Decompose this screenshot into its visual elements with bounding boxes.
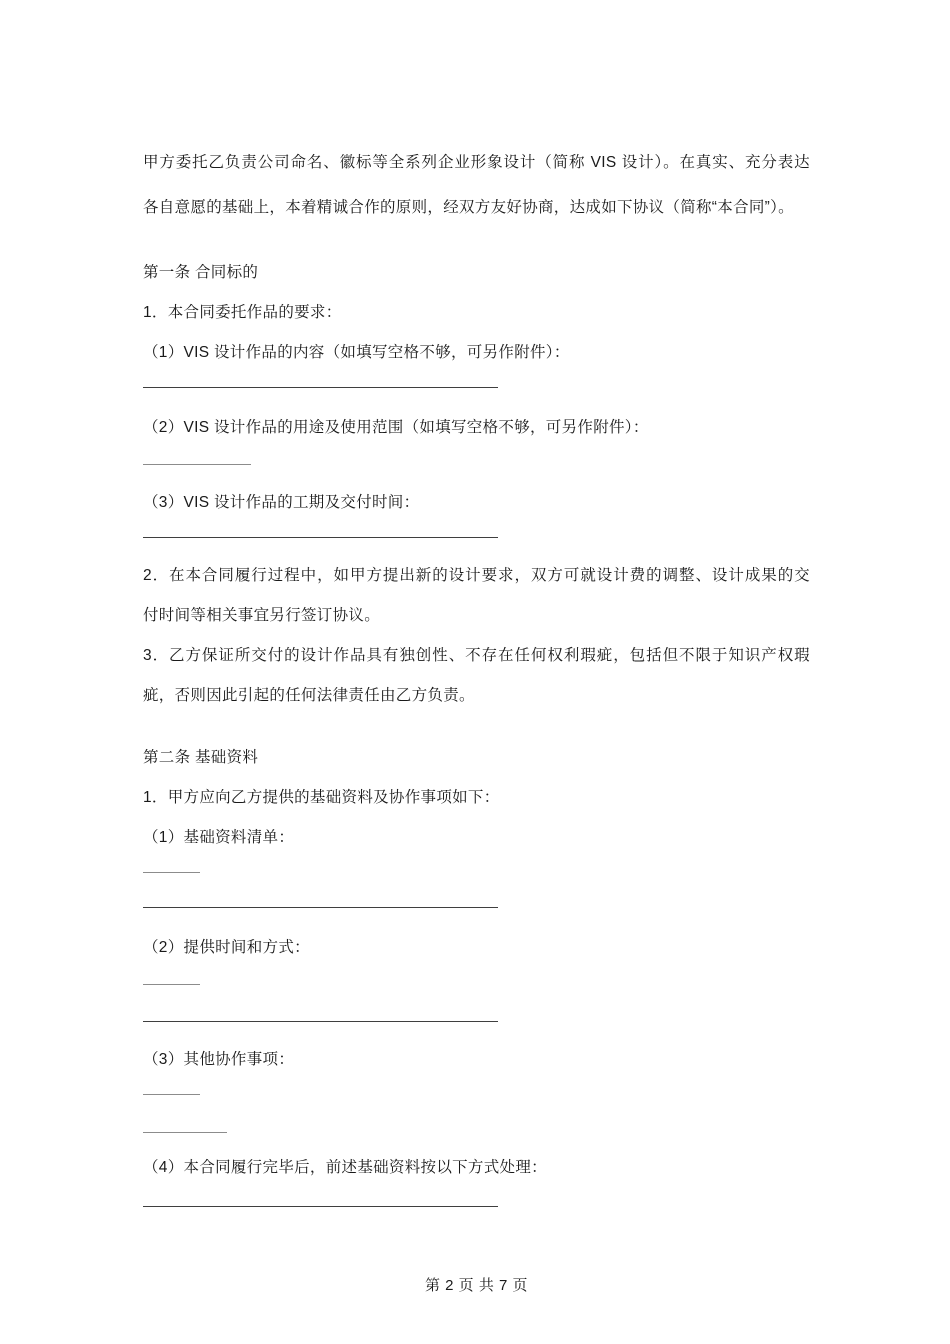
contract-body [143,140,810,1306]
intro-paragraph-line-2: 各自意愿的基础上，本着精诚合作的原则，经双方友好协商，达成如下协议（简称“本合同”）。 [143,199,794,216]
article-2-heading: 第二条 基础资料 [143,749,259,766]
article-1-clause-1-sub-2: （2）VIS 设计作品的用途及使用范围（如填写空格不够，可另作附件）： [143,419,649,436]
article-1-clause-1: 1．本合同委托作品的要求： [143,304,342,321]
blank-field-other-cooperation-1[interactable] [143,1080,200,1095]
blank-field-other-cooperation-2[interactable] [143,1118,227,1133]
blank-field-vis-schedule[interactable] [143,523,498,538]
article-1-clause-2-line-2: 付时间等相关事宜另行签订协议。 [143,607,381,624]
blank-field-materials-list-2[interactable] [143,893,498,908]
article-2-clause-1: 1．甲方应向乙方提供的基础资料及协作事项如下： [143,789,500,806]
article-1-clause-3-line-2: 疵，否则因此引起的任何法律责任由乙方负责。 [143,687,475,704]
blank-field-materials-handling[interactable] [143,1192,498,1207]
article-2-clause-1-sub-3: （3）其他协作事项： [143,1051,295,1068]
blank-field-vis-usage[interactable] [143,450,251,465]
blank-field-delivery-time-2[interactable] [143,1007,498,1022]
article-2-clause-1-sub-1: （1）基础资料清单： [143,829,295,846]
blank-field-delivery-time-1[interactable] [143,970,200,985]
article-2-clause-1-sub-2: （2）提供时间和方式： [143,939,310,956]
article-2-clause-1-sub-4: （4）本合同履行完毕后，前述基础资料按以下方式处理： [143,1159,547,1176]
article-1-clause-1-sub-1: （1）VIS 设计作品的内容（如填写空格不够，可另作附件）： [143,344,570,361]
blank-field-vis-content[interactable] [143,373,498,388]
article-1-clause-2-line-1: 2．在本合同履行过程中，如甲方提出新的设计要求，双方可就设计费的调整、设计成果的交 [143,567,810,584]
article-1-clause-3-line-1: 3．乙方保证所交付的设计作品具有独创性、不存在任何权利瑕疵，包括但不限于知识产权瑕 [143,647,810,664]
article-1-heading: 第一条 合同标的 [143,264,259,281]
blank-field-materials-list-1[interactable] [143,858,200,873]
page-number-indicator: 第 2 页 共 7 页 [424,1277,529,1294]
article-1-clause-1-sub-3: （3）VIS 设计作品的工期及交付时间： [143,494,420,511]
intro-paragraph-line-1: 甲方委托乙负责公司命名、徽标等全系列企业形象设计（简称 VIS 设计）。在真实、充分表达 [143,154,810,171]
